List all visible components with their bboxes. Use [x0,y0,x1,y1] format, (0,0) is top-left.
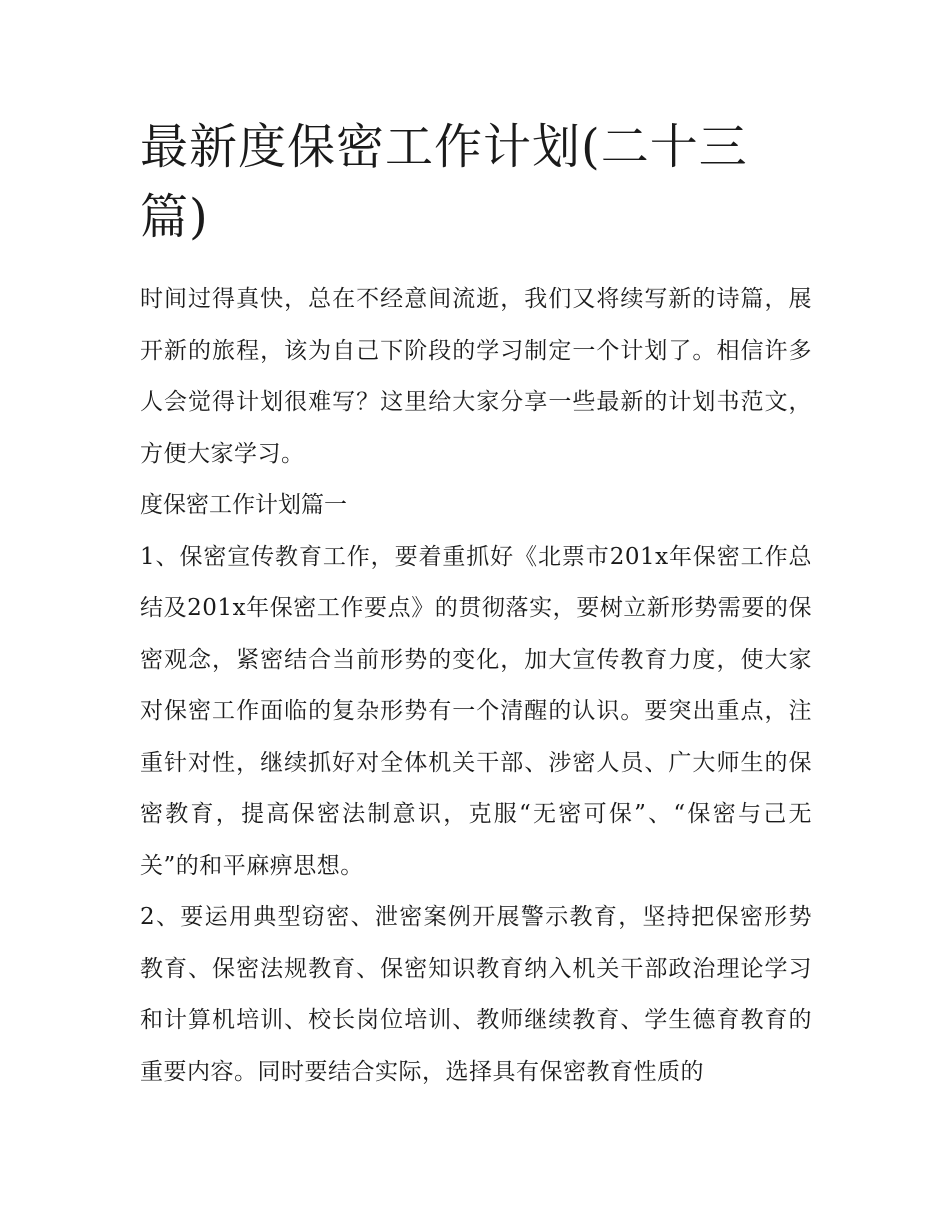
document-page [140,112,812,1098]
intro-paragraph: 时间过得真快，总在不经意间流逝，我们又将续写新的诗篇，展开新的旅程，该为自己下阶段的学习制定一个计划了。相信许多人会觉得计划很难写？这里给大家分享一些最新的计划书范文，方便大家学习。 [140,286,812,467]
body-paragraph-2: 2、要运用典型窃密、泄密案例开展警示教育，坚持把保密形势教育、保密法规教育、保密知识教育纳入机关干部政治理论学习和计算机培训、校长岗位培训、教师继续教育、学生德育教育的重要内容。同时要结合实际，选择具有保密教育性质的 [140,904,812,1085]
document-title: 最新度保密工作计划(二十三篇) [140,119,748,245]
body-paragraph-1: 1、保密宣传教育工作，要着重抓好《北票市201x年保密工作总结及201x年保密工作要点》的贯彻落实，要树立新形势需要的保密观念，紧密结合当前形势的变化，加大宣传教育力度，使大家对保密工作面临的复杂形势有一个清醒的认识。要突出重点，注重针对性，继续抓好对全体机关干部、涉密人员、广大师生的保密教育，提高保密法制意识，克服“无密可保”、“保密与己无关”的和平麻痹思想。 [140,543,812,879]
section-heading: 度保密工作计划篇一 [140,492,347,518]
